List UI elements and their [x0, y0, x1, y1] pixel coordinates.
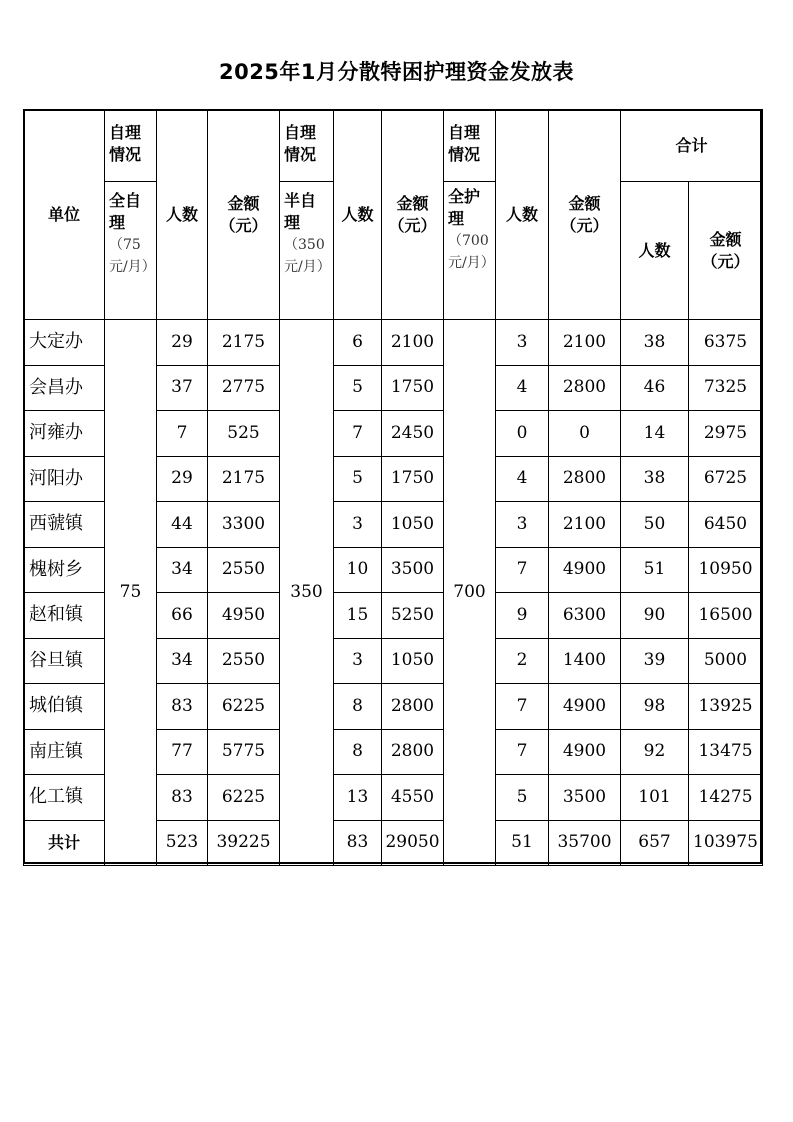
row-half-self-people: 15: [333, 592, 382, 639]
row-half-self-people: 5: [333, 365, 382, 412]
row-full-self-amount: 3300: [207, 501, 280, 548]
row-half-self-amount: 2800: [381, 683, 444, 730]
header-unit: 单位: [23, 109, 105, 320]
row-total-people: 92: [620, 729, 689, 776]
half-self-label: 半自理: [284, 191, 317, 232]
row-total-amount: 6725: [688, 456, 763, 503]
row-half-self-people: 3: [333, 501, 382, 548]
totals-full-care-people: 51: [495, 820, 549, 867]
row-full-care-people: 9: [495, 592, 549, 639]
row-total-people: 39: [620, 638, 689, 685]
row-full-self-amount: 525: [207, 410, 280, 457]
row-full-care-people: 4: [495, 456, 549, 503]
row-total-people: 50: [620, 501, 689, 548]
row-full-care-people: 0: [495, 410, 549, 457]
row-unit: 大定办: [23, 319, 105, 366]
row-full-care-amount: 2800: [548, 456, 621, 503]
row-full-self-amount: 6225: [207, 683, 280, 730]
row-full-care-people: 7: [495, 547, 549, 594]
row-total-people: 38: [620, 456, 689, 503]
row-total-amount: 13475: [688, 729, 763, 776]
row-unit: 城伯镇: [23, 683, 105, 730]
row-total-people: 51: [620, 547, 689, 594]
row-half-self-people: 8: [333, 683, 382, 730]
rate-full-care: 700: [443, 319, 496, 866]
row-total-amount: 5000: [688, 638, 763, 685]
row-half-self-amount: 4550: [381, 774, 444, 821]
row-total-people: 14: [620, 410, 689, 457]
row-full-self-people: 29: [156, 319, 208, 366]
row-half-self-people: 7: [333, 410, 382, 457]
page-title: 2025年1月分散特困护理资金发放表: [218, 60, 575, 84]
row-half-self-amount: 1750: [381, 456, 444, 503]
row-full-self-amount: 2175: [207, 319, 280, 366]
row-full-self-people: 37: [156, 365, 208, 412]
row-half-self-people: 8: [333, 729, 382, 776]
row-total-people: 101: [620, 774, 689, 821]
row-full-care-people: 3: [495, 501, 549, 548]
row-full-care-amount: 0: [548, 410, 621, 457]
row-unit: 河雍办: [23, 410, 105, 457]
row-full-care-amount: 4900: [548, 547, 621, 594]
header-people-full-care: 人数: [495, 109, 549, 320]
row-unit: 河阳办: [23, 456, 105, 503]
row-full-care-amount: 3500: [548, 774, 621, 821]
row-total-amount: 10950: [688, 547, 763, 594]
header-half-self: [279, 181, 334, 320]
row-half-self-amount: 1750: [381, 365, 444, 412]
row-unit: 赵和镇: [23, 592, 105, 639]
half-self-rate-note: （350元/月）: [284, 237, 331, 275]
row-half-self-amount: 2800: [381, 729, 444, 776]
row-full-self-people: 44: [156, 501, 208, 548]
full-self-rate-note: （75元/月）: [109, 237, 156, 275]
row-full-self-amount: 6225: [207, 774, 280, 821]
row-half-self-people: 10: [333, 547, 382, 594]
row-full-self-amount: 2550: [207, 638, 280, 685]
row-half-self-people: 13: [333, 774, 382, 821]
header-people-full-self: 人数: [156, 109, 208, 320]
row-total-people: 46: [620, 365, 689, 412]
row-full-care-people: 5: [495, 774, 549, 821]
totals-full-care-amount: 35700: [548, 820, 621, 867]
row-unit: 南庄镇: [23, 729, 105, 776]
self-status-label: 自理情况: [284, 123, 317, 164]
row-total-amount: 16500: [688, 592, 763, 639]
row-full-care-people: 7: [495, 683, 549, 730]
totals-half-self-people: 83: [333, 820, 382, 867]
row-full-self-amount: 2175: [207, 456, 280, 503]
header-amount-full-self: 金额（元）: [207, 109, 280, 320]
header-amount-half-self: 金额（元）: [381, 109, 444, 320]
row-full-care-amount: 2100: [548, 319, 621, 366]
row-full-self-people: 66: [156, 592, 208, 639]
full-care-label: 全护理: [448, 187, 481, 228]
totals-label: 共计: [23, 820, 105, 867]
row-total-amount: 6375: [688, 319, 763, 366]
totals-total-people: 657: [620, 820, 689, 867]
rate-full-self: 75: [104, 319, 157, 866]
header-total-amount: 金额（元）: [688, 181, 763, 320]
header-self-status-2: [279, 109, 334, 182]
header-self-status-1: [104, 109, 157, 182]
row-half-self-amount: 2450: [381, 410, 444, 457]
row-half-self-amount: 2100: [381, 319, 444, 366]
header-full-self: [104, 181, 157, 320]
row-full-care-amount: 1400: [548, 638, 621, 685]
header-total-people: 人数: [620, 181, 689, 320]
row-half-self-amount: 3500: [381, 547, 444, 594]
row-half-self-amount: 1050: [381, 501, 444, 548]
row-full-self-amount: 5775: [207, 729, 280, 776]
totals-half-self-amount: 29050: [381, 820, 444, 867]
row-full-care-people: 2: [495, 638, 549, 685]
totals-full-self-amount: 39225: [207, 820, 280, 867]
row-full-self-people: 83: [156, 683, 208, 730]
self-status-label: 自理情况: [448, 123, 481, 164]
row-total-amount: 13925: [688, 683, 763, 730]
row-full-self-amount: 2550: [207, 547, 280, 594]
row-total-people: 98: [620, 683, 689, 730]
row-full-care-people: 3: [495, 319, 549, 366]
row-full-self-amount: 2775: [207, 365, 280, 412]
row-unit: 化工镇: [23, 774, 105, 821]
row-total-amount: 14275: [688, 774, 763, 821]
row-unit: 槐树乡: [23, 547, 105, 594]
row-unit: 谷旦镇: [23, 638, 105, 685]
header-self-status-3: [443, 109, 496, 182]
row-full-care-people: 4: [495, 365, 549, 412]
row-full-care-amount: 2100: [548, 501, 621, 548]
full-care-rate-note: （700元/月）: [448, 233, 495, 271]
row-total-people: 38: [620, 319, 689, 366]
self-status-label: 自理情况: [109, 123, 142, 164]
row-full-self-people: 77: [156, 729, 208, 776]
row-full-self-people: 34: [156, 638, 208, 685]
row-half-self-people: 6: [333, 319, 382, 366]
totals-full-self-people: 523: [156, 820, 208, 867]
row-unit: 西虢镇: [23, 501, 105, 548]
row-half-self-amount: 1050: [381, 638, 444, 685]
row-full-care-amount: 4900: [548, 683, 621, 730]
row-total-amount: 7325: [688, 365, 763, 412]
header-people-half-self: 人数: [333, 109, 382, 320]
row-unit: 会昌办: [23, 365, 105, 412]
header-amount-full-care: 金额（元）: [548, 109, 621, 320]
row-full-care-amount: 2800: [548, 365, 621, 412]
rate-half-self: 350: [279, 319, 334, 866]
row-full-self-people: 83: [156, 774, 208, 821]
row-full-self-people: 29: [156, 456, 208, 503]
row-full-self-people: 7: [156, 410, 208, 457]
full-self-label: 全自理: [109, 191, 142, 232]
header-full-care: [443, 181, 496, 320]
row-full-care-amount: 6300: [548, 592, 621, 639]
totals-total-amount: 103975: [688, 820, 763, 867]
row-full-self-people: 34: [156, 547, 208, 594]
row-total-amount: 6450: [688, 501, 763, 548]
row-full-care-people: 7: [495, 729, 549, 776]
row-half-self-people: 3: [333, 638, 382, 685]
row-full-self-amount: 4950: [207, 592, 280, 639]
row-full-care-amount: 4900: [548, 729, 621, 776]
header-total: 合计: [620, 109, 763, 182]
row-total-people: 90: [620, 592, 689, 639]
row-half-self-amount: 5250: [381, 592, 444, 639]
row-total-amount: 2975: [688, 410, 763, 457]
row-half-self-people: 5: [333, 456, 382, 503]
